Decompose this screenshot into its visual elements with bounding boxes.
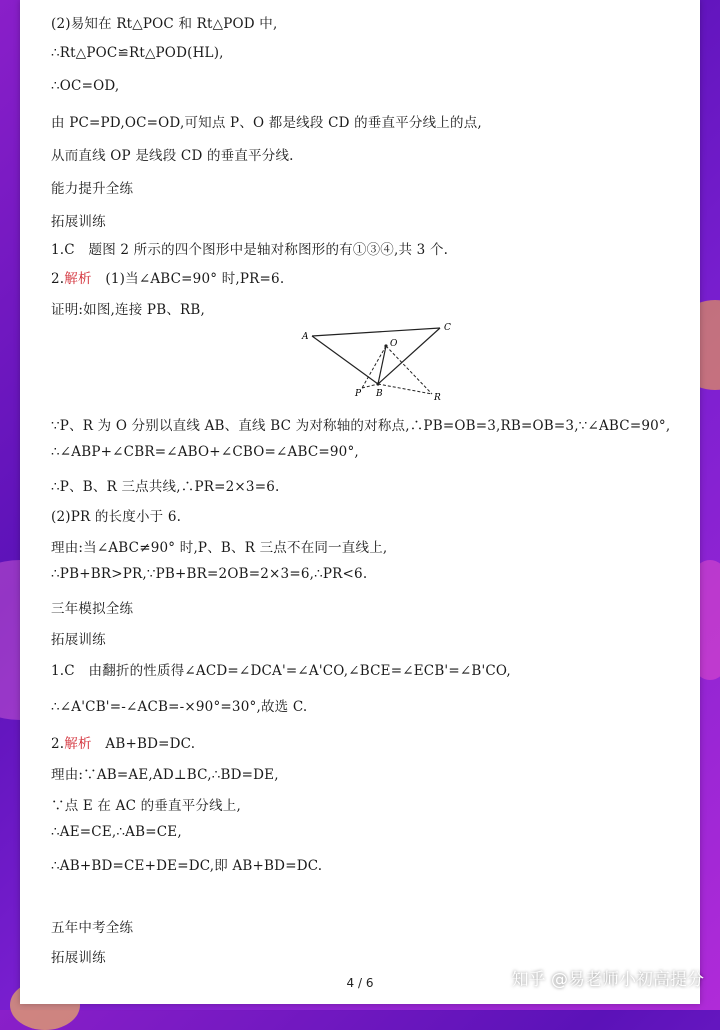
answer-line: 1.C 题图 2 所示的四个图形中是轴对称图形的有①③④,共 3 个. xyxy=(51,242,449,258)
label-p: P xyxy=(355,389,362,399)
analysis-tag: 解析 xyxy=(64,271,92,287)
page-number: 4 / 6 xyxy=(346,976,374,990)
answer-line: 1.C 由翻折的性质得∠ACD=∠DCA'=∠A'CO,∠BCE=∠ECB'=∠B'CO, xyxy=(51,663,511,679)
segment-pb xyxy=(362,384,378,388)
question-number: 2. xyxy=(51,736,65,752)
text-line: ∴OC=OD, xyxy=(51,78,120,94)
text-line: 由 PC=PD,OC=OD,可知点 P、O 都是线段 CD 的垂直平分线上的点, xyxy=(51,115,482,131)
section-heading: 三年模拟全练 xyxy=(51,601,134,617)
text-line: ∵P、R 为 O 分别以直线 AB、直线 BC 为对称轴的对称点,∴PB=OB=3,RB=OB=3,∵∠ABC=90°, xyxy=(51,418,671,434)
question-number: 2. xyxy=(51,271,65,287)
section-heading: 能力提升全练 xyxy=(51,181,134,197)
answer-line xyxy=(51,732,195,752)
analysis-tag: 解析 xyxy=(64,736,92,752)
segment-ac xyxy=(312,328,440,336)
text-line: 证明:如图,连接 PB、RB, xyxy=(51,302,206,318)
text-line: 从而直线 OP 是线段 CD 的垂直平分线. xyxy=(51,148,294,164)
watermark: 知乎 @易老师小初高提分 xyxy=(511,970,704,990)
label-a: A xyxy=(302,332,309,342)
text-line: 理由:当∠ABC≠90° 时,P、B、R 三点不在同一直线上, xyxy=(51,540,388,556)
text-line: ∴∠A'CB'=-∠ACB=-×90°=30°,故选 C. xyxy=(51,699,308,715)
text-line: (2)易知在 Rt△POC 和 Rt△POD 中, xyxy=(51,16,278,32)
segment-br xyxy=(378,384,432,394)
text-line: ∴AB+BD=CE+DE=DC,即 AB+BD=DC. xyxy=(51,858,323,874)
subsection-heading: 拓展训练 xyxy=(51,950,106,966)
point-o xyxy=(384,344,387,347)
answer-line xyxy=(51,267,284,287)
section-heading: 五年中考全练 xyxy=(51,920,134,936)
point-b xyxy=(376,382,379,385)
text-line: 理由:∵AB=AE,AD⊥BC,∴BD=DE, xyxy=(51,767,279,783)
text-line: ∵点 E 在 AC 的垂直平分线上, xyxy=(51,798,241,814)
text-line: ∴AE=CE,∴AB=CE, xyxy=(51,824,182,840)
text-line: ∴∠ABP+∠CBR=∠ABO+∠CBO=∠ABC=90°, xyxy=(51,444,359,460)
document-page xyxy=(20,0,700,1004)
label-o: O xyxy=(390,339,398,349)
label-c: C xyxy=(444,323,451,333)
segment-cb xyxy=(378,328,440,384)
subsection-heading: 拓展训练 xyxy=(51,214,106,230)
answer-text: AB+BD=DC. xyxy=(105,736,196,752)
label-b: B xyxy=(376,389,383,399)
text-line: ∴PB+BR>PR,∵PB+BR=2OB=2×3=6,∴PR<6. xyxy=(51,566,368,582)
text-line: ∴Rt△POC≌Rt△POD(HL), xyxy=(51,45,224,61)
text-line: (2)PR 的长度小于 6. xyxy=(51,509,182,525)
geometry-figure xyxy=(300,320,460,402)
label-r: R xyxy=(434,393,441,402)
subsection-heading: 拓展训练 xyxy=(51,632,106,648)
answer-text: (1)当∠ABC=90° 时,PR=6. xyxy=(105,271,285,287)
text-line: ∴P、B、R 三点共线,∴PR=2×3=6. xyxy=(51,479,280,495)
